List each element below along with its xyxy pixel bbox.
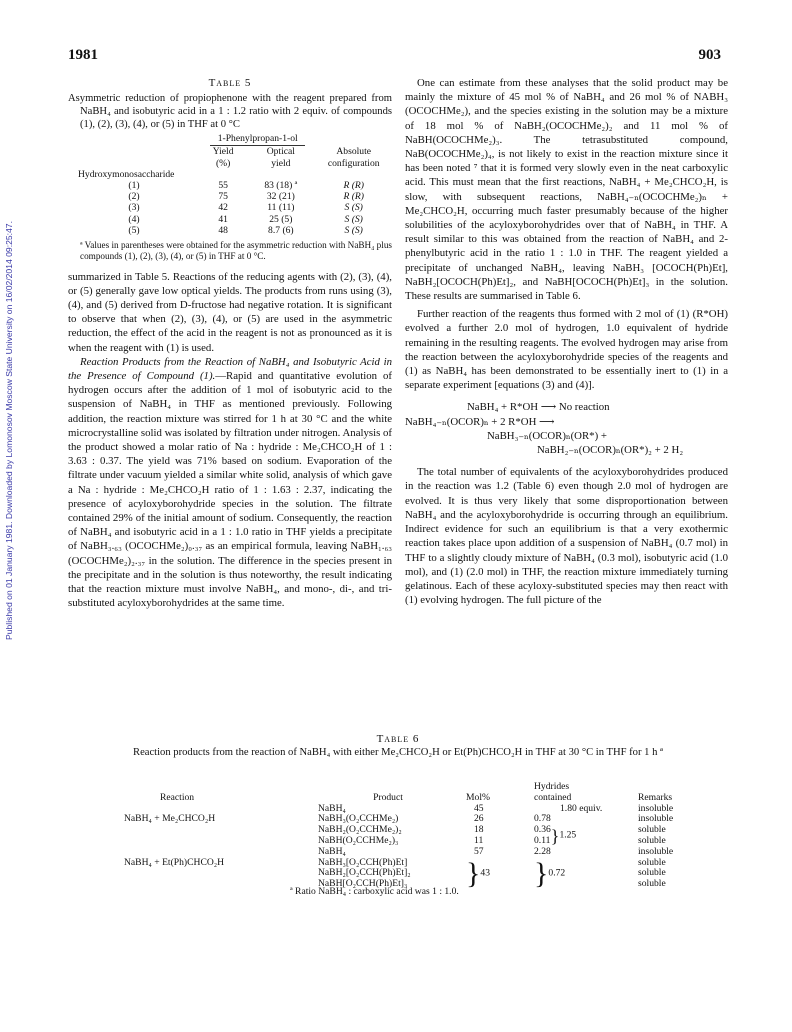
table6-label: Table 6 — [376, 733, 420, 745]
table-row: NaBH₄ + Me₂CHCO₂H NaBH₃(O₂CCHMe₂) 26 0.78 insoluble — [120, 814, 677, 825]
table-row: NaBH[O₂CCH(Ph)Et]₃ soluble — [318, 878, 666, 890]
section-heading: Reaction Products from the Reaction of NaBH₄ and Isobutyric Acid in the Presence of Compound (1). — [68, 355, 392, 383]
table-row: NaBH₄ 45 1.80 equiv. insoluble — [318, 802, 674, 814]
table6-col-hydrides: Hydrides contained — [534, 781, 572, 803]
table-row: NaBH(O₂CCHMe₂)₃ 11 soluble — [318, 834, 666, 846]
page-number: 903 — [698, 47, 721, 63]
table-row: NaBH₂(O₂CCHMe₂)₂ 18 0.36 0.11 }1.25 soluble — [318, 824, 666, 846]
table-row: NaBH₄ 57 2.28 insoluble — [318, 845, 674, 857]
table5-group-header: 1-Phenylpropan-1-ol — [200, 133, 315, 146]
table6-caption: Reaction products from the reaction of NaBH₄ with either Me₂CHCO₂H or Et(Ph)CHCO₂H in THF at 30 °C in THF for 1 h ª — [133, 747, 663, 758]
right-paragraph-3: The total number of equivalents of the acyloxyborohydrides produced in the reaction was 1.2 (Table 6) even though 2.0 mol of hydrogen are evolved. It is thus very likely that some disproportionation between NaBH₄ and the acyloxyborohydride is occurring through an equilibrium. Indirect evidence for such an equilibrium is that a very exothermic reaction takes place upon addition of a suspension of NaBH₄ (0.7 mol) in THF to a slightly cloudy mixture of NaBH₄ (0.3 mol), isobutyric acid (1.0 mol), and (1) (2.0 mol) in THF, the reaction mixture immediately turning gelatinous. Each of these acyloxy-substituted species may then react with (1) evolving hydrogen. The full picture of the — [405, 466, 728, 607]
table-row: (1) 55 83 (18) ª R (R) — [128, 180, 364, 192]
table6-caption-block — [68, 733, 728, 759]
table-row: (2) 75 32 (21) R (R) — [128, 191, 364, 203]
left-paragraph-1: summarized in Table 5. Reactions of the reducing agents with (2), (3), (4), or (5) generally gave low optical yields. The products from runs using (3), (4), and (5) derived from D-fructose had negative rotation. It is significant to observe that when (2), (3), (4), or (5) are used in the asymmetric reduction, the effect of the acid in the reagent is not as pronounced as it is when the reagent with (1) is used. — [68, 270, 392, 354]
table5-col-optical: Optical yield — [266, 146, 295, 169]
table-row: NaBH₂[O₂CCH(Ph)Et]₂ soluble — [318, 867, 666, 879]
equations — [405, 400, 728, 457]
table6-reaction-1: NaBH₄ + Me₂CHCO₂H — [124, 813, 216, 825]
table-row: (5) 48 8.7 (6) S (S) — [128, 224, 363, 236]
brace-icon: } — [466, 856, 481, 890]
table5 — [68, 133, 392, 236]
table5-caption: Asymmetric reduction of propiophenone with the reagent prepared from NaBH₄ and isobutyric acid in a 1 : 1.2 ratio with 2 equiv. of compounds (1), (2), (3), (4), or (5) in THF at 0 °C — [68, 93, 392, 131]
equation-4-line-3: NaBH₂₋ₙ(OCOR)ₙ(OR*)₂ + 2 H₂ — [537, 444, 684, 457]
table6-col-reaction: Reaction — [160, 791, 195, 803]
table6-col-remarks: Remarks — [638, 791, 673, 803]
table-row: (4) 41 25 (5) S (S) — [128, 213, 363, 225]
table-row: NaBH₄ + Et(Ph)CHCO₂H NaBH₃[O₂CCH(Ph)Et] }43 }0.72 soluble — [120, 858, 677, 869]
table6-reaction-2: NaBH₄ + Et(Ph)CHCO₂H — [124, 856, 225, 868]
equation-4-line-2: NaBH₃₋ₙ(OCOR)ₙ(OR*) + — [487, 429, 607, 442]
right-paragraph-1: One can estimate from these analyses that the solid product may be mainly the mixture of 45 mol % of NaBH₄ and 26 mol % of NABH₃ (OCOCHMe₂), and the species existing in the solution may be a mixture of 18 mol % of NaBH₂(OCOCHMe₂)₂ and 11 mol % of NaBH(OCOCHMe₂)₃. The tetrasubstituted compound, NaB(OCOCHMe₂)₄, is not likely to exist in the reaction mixture since it has been noted ⁷ that it is formed very slowly even in the neat carboxylic acid. This must mean that the first reactions, NaBH₄ + Me₂CHCO₂H, is slow, with subsequent reactions, NaBH₄₋ₙ(OCOCHMe₂)ₙ + Me₂CHCO₂H, occurring much faster presumably because of the higher solubilities of the acyloxyborohydrides over that of NaBH₄ in THF. A result similar to this was obtained from the reaction of NaBH₄ and 2-phenylbutyric acid in the ratio 1 : 1.0 in THF. The reagent yielded a precipitate of unchanged NaBH₄, leaving NaBH₃ [OCOCH(Ph)Et], NaBH₂[OCOCH(Ph)Et]₂, and NaBH[OCOCH(Ph)Et]₃ in the solution. These results are summarised in Table 6. — [405, 77, 728, 303]
brace-icon: } — [550, 825, 560, 846]
table6-col-mol: Mol% — [466, 791, 490, 803]
table5-col-yield: Yield (%) — [212, 146, 234, 169]
left-paragraph-2: Reaction Products from the Reaction of NaBH₄ and Isobutyric Acid in the Presence of Compound (1).—Rapid and quantitative evolution of hydrogen occurs after the addition of 1 mol of isobutyric acid to the suspension of NaBH₄ in THF as mentioned previously. Following addition, the reaction mixture was stirred for 1 h at 30 °C and the white microcrystalline solid was isolated by filtration under nitrogen. Analysis of the product showed a molar ratio of Na : hydride : Me₂CHCO₂H of 1 : 3.63 : 0.37. The yield was 71% based on sodium. Evaporation of the filtrate under vacuum yielded a similar white solid, analysis of which gave a Na : hydride : Me₂CHCO₂H ratio of 1 : 1.63 : 2.37, indicating the presence of acyloxyborohydride species in the solution. The filtrate contained 29% of the initial amount of sodium. Consequently, the reaction of NaBH₄ and isobutyric acid in a 1 : 1.0 ratio in THF yields a precipitate of NaBH₃.₆₃ (OCOCHMe₂)₀.₃₇ as an empirical formula, leaving NaBH₁.₆₃ (OCOCHMe₂)₂.₃₇ in the solution. The difference in the species present in the precipitate and in the solution is thus noteworthy, the result indicating that the reaction mixture must involve NaBH₄, and mono-, di-, and tri-substituted acyloxyborohydrides at the same time. — [68, 355, 392, 610]
brace-icon: } — [534, 856, 549, 890]
right-column — [405, 76, 728, 607]
table5-label: Table 5 — [208, 77, 252, 89]
left-column — [68, 76, 392, 611]
journal-year: 1981 — [68, 47, 98, 63]
table5-footnote: ª Values in parentheses were obtained for the asymmetric reduction with NaBH₄ plus compounds (1), (2), (3), (4), or (5) in THF at 0 °C. — [80, 240, 392, 261]
equation-4-line-1: NaBH₄₋ₙ(OCOR)ₙ + 2 R*OH ⟶ — [405, 415, 555, 428]
table6 — [120, 782, 677, 890]
table5-col-config: Absolute configuration — [327, 146, 380, 169]
download-watermark[interactable]: Published on 01 January 1981. Downloaded by Lomonosov Moscow State University on 16/02/2014 09:25:47. — [4, 221, 14, 640]
table6-footnote: ª Ratio NaBH₄ : carboxylic acid was 1 : 1.0. — [290, 886, 459, 897]
table6-col-product: Product — [373, 791, 403, 803]
right-paragraph-2: Further reaction of the reagents thus formed with 2 mol of (1) (R*OH) evolved a further 2.0 mol of hydrogen, 1.0 equivalent of hydride remaining in the resulting reagents. The evolved hydrogen may arise from the reaction between the acyloxyborohydride species of the reagents and (1) as NaBH₄ has been demonstrated to be essentially inert to (1) in a separate experiment [equations (3) and (4)]. — [405, 308, 728, 392]
table-row: (3) 42 11 (11) S (S) — [128, 202, 363, 214]
table5-col-compound: Hydroxymonosaccharide — [78, 168, 175, 180]
equation-3: NaBH₄ + R*OH ⟶ No reaction — [467, 401, 610, 414]
